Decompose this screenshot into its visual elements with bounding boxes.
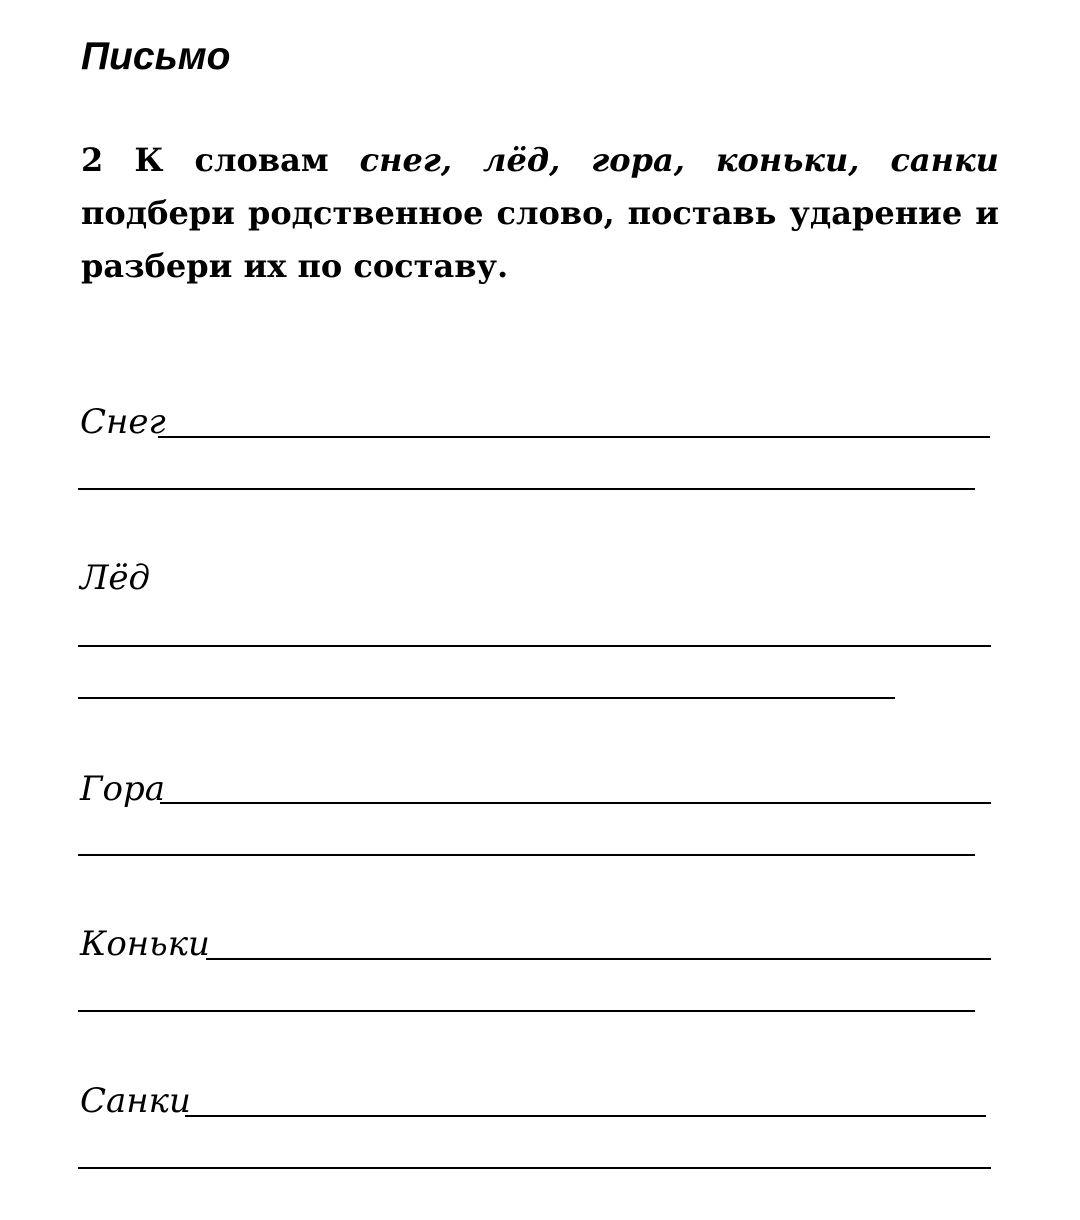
task-word: словам xyxy=(194,141,329,179)
answer-line[interactable] xyxy=(185,1115,986,1117)
task-number: 2 xyxy=(81,141,104,179)
target-word-sneg: снег, xyxy=(359,141,452,179)
entry-label-sneg: Снег xyxy=(80,402,166,442)
answer-line[interactable] xyxy=(78,488,975,490)
answer-line[interactable] xyxy=(78,854,975,856)
task-line-2 xyxy=(81,187,999,240)
answer-line[interactable] xyxy=(160,802,991,804)
task-word: слово, xyxy=(496,194,615,232)
target-word-sanki: санки xyxy=(890,141,999,179)
entry-label-gora: Гора xyxy=(80,769,166,809)
entry-label-sanki: Санки xyxy=(80,1081,191,1121)
target-word-gora: гора, xyxy=(591,141,685,179)
answer-line[interactable] xyxy=(158,436,990,438)
task-text: разбери их по составу. xyxy=(81,247,509,285)
entry-label-konki: Коньки xyxy=(80,924,210,964)
task-word: подбери xyxy=(81,194,235,232)
page-heading: Письмо xyxy=(81,35,231,78)
task-word: поставь xyxy=(627,194,777,232)
target-word-led: лёд, xyxy=(483,141,561,179)
entry-label-led: Лёд xyxy=(80,558,151,598)
answer-line[interactable] xyxy=(78,1167,991,1169)
task-line-1 xyxy=(81,134,999,187)
task-instructions xyxy=(81,134,999,293)
task-word: и xyxy=(975,194,999,232)
task-word: К xyxy=(134,141,164,179)
answer-line[interactable] xyxy=(78,697,895,699)
target-word-konki: коньки, xyxy=(715,141,860,179)
answer-line[interactable] xyxy=(78,1010,975,1012)
task-line-3 xyxy=(81,240,999,293)
task-word: родственное xyxy=(247,194,484,232)
answer-line[interactable] xyxy=(206,958,991,960)
answer-line[interactable] xyxy=(78,645,991,647)
task-word: ударение xyxy=(789,194,963,232)
